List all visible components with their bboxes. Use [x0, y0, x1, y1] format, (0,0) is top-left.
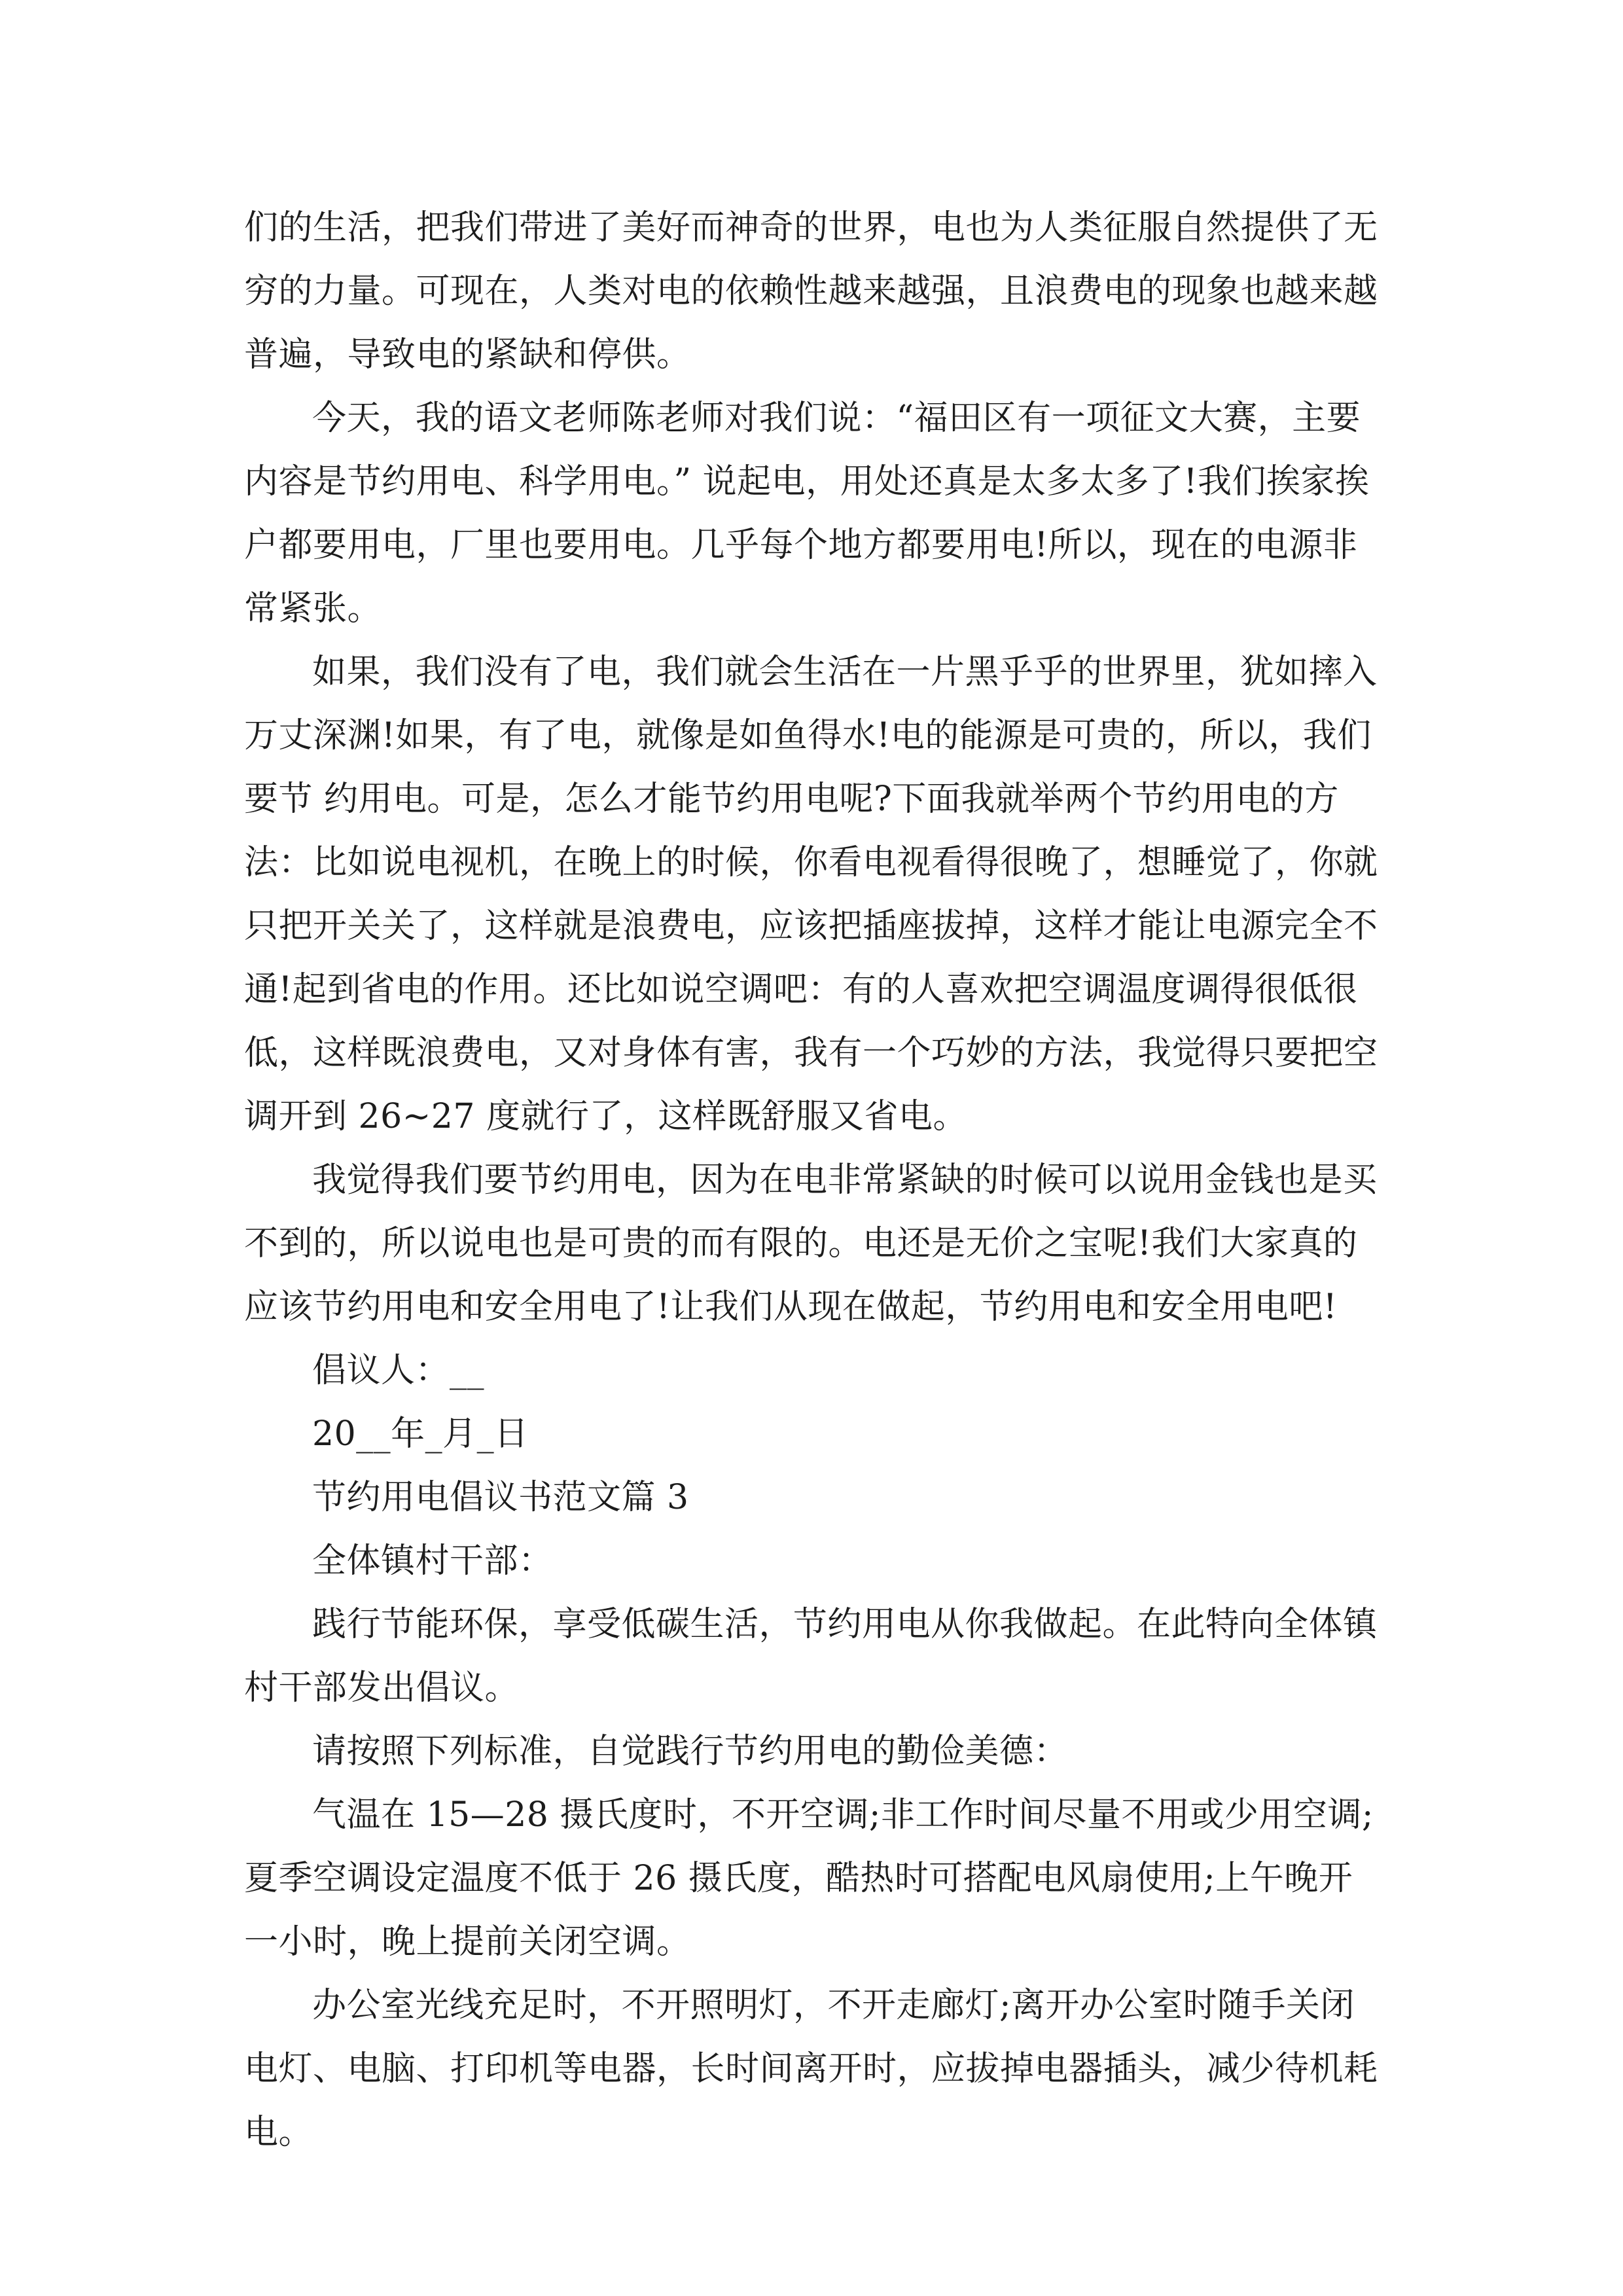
- document-body: [244, 196, 1383, 2164]
- paragraph-intro: 践行节能环保，享受低碳生活，节约用电从你我做起。在此特向全体镇村干部发出倡议。: [244, 1605, 1378, 1708]
- paragraph-air-conditioning: 气温在 15—28 摄氏度时，不开空调;非工作时间尽量不用或少用空调;夏季空调设定温度不低于 26 摄氏度，酷热时可搭配电风扇使用;上午晚开一小时，晚上提前关闭空调。: [244, 1795, 1374, 1962]
- date-line: 20__年_月_日: [312, 1414, 529, 1454]
- paragraph-standards: 请按照下列标准，自觉践行节约用电的勤俭美德：: [312, 1732, 1069, 1771]
- paragraph-without-electricity: 如果，我们没有了电，我们就会生活在一片黑乎乎的世界里，犹如摔入万丈深渊!如果，有了电，就像是如鱼得水!电的能源是可贵的，所以，我们要节 约用电。可是，怎么才能节约用电呢?下面我就举两个节约用电的方法：比如说电视机，在晚上的时候，你看电视看得很晚了，想睡觉了，你就只把开关关了，这样就是浪费电，应该把插座拔掉，这样才能让电源完全不通!起到省电的作用。还比如说空调吧：有的人喜欢把空调温度调得很低很低，这样既浪费电，又对身体有害，我有一个巧妙的方法，我觉得只要把空调开到 26~27 度就行了，这样既舒服又省电。: [244, 653, 1378, 1136]
- signature-line: 倡议人：__: [312, 1351, 485, 1390]
- paragraph-office-lighting: 办公室光线充足时，不开照明灯，不开走廊灯;离开办公室时随手关闭电灯、电脑、打印机等电器，长时间离开时，应拔掉电器插头，减少待机耗电。: [244, 1986, 1378, 2152]
- paragraph-conclusion: 我觉得我们要节约用电，因为在电非常紧缺的时候可以说用金钱也是买不到的，所以说电也是可贵的而有限的。电还是无价之宝呢!我们大家真的应该节约用电和安全用电了!让我们从现在做起，节约用电和安全用电吧!: [244, 1160, 1378, 1327]
- section-title: 节约用电倡议书范文篇 3: [312, 1478, 689, 1517]
- paragraph-teacher-contest: 今天，我的语文老师陈老师对我们说：“福田区有一项征文大赛，主要内容是节约用电、科学用电。” 说起电，用处还真是太多太多了!我们挨家挨户都要用电，厂里也要用电。几乎每个地方都要用电!所以，现在的电源非常紧张。: [244, 399, 1370, 628]
- paragraph-continuation: 们的生活，把我们带进了美好而神奇的世界，电也为人类征服自然提供了无穷的力量。可现在，人类对电的依赖性越来越强，且浪费电的现象也越来越普遍，导致电的紧缺和停供。: [244, 208, 1378, 374]
- salutation: 全体镇村干部：: [312, 1541, 553, 1581]
